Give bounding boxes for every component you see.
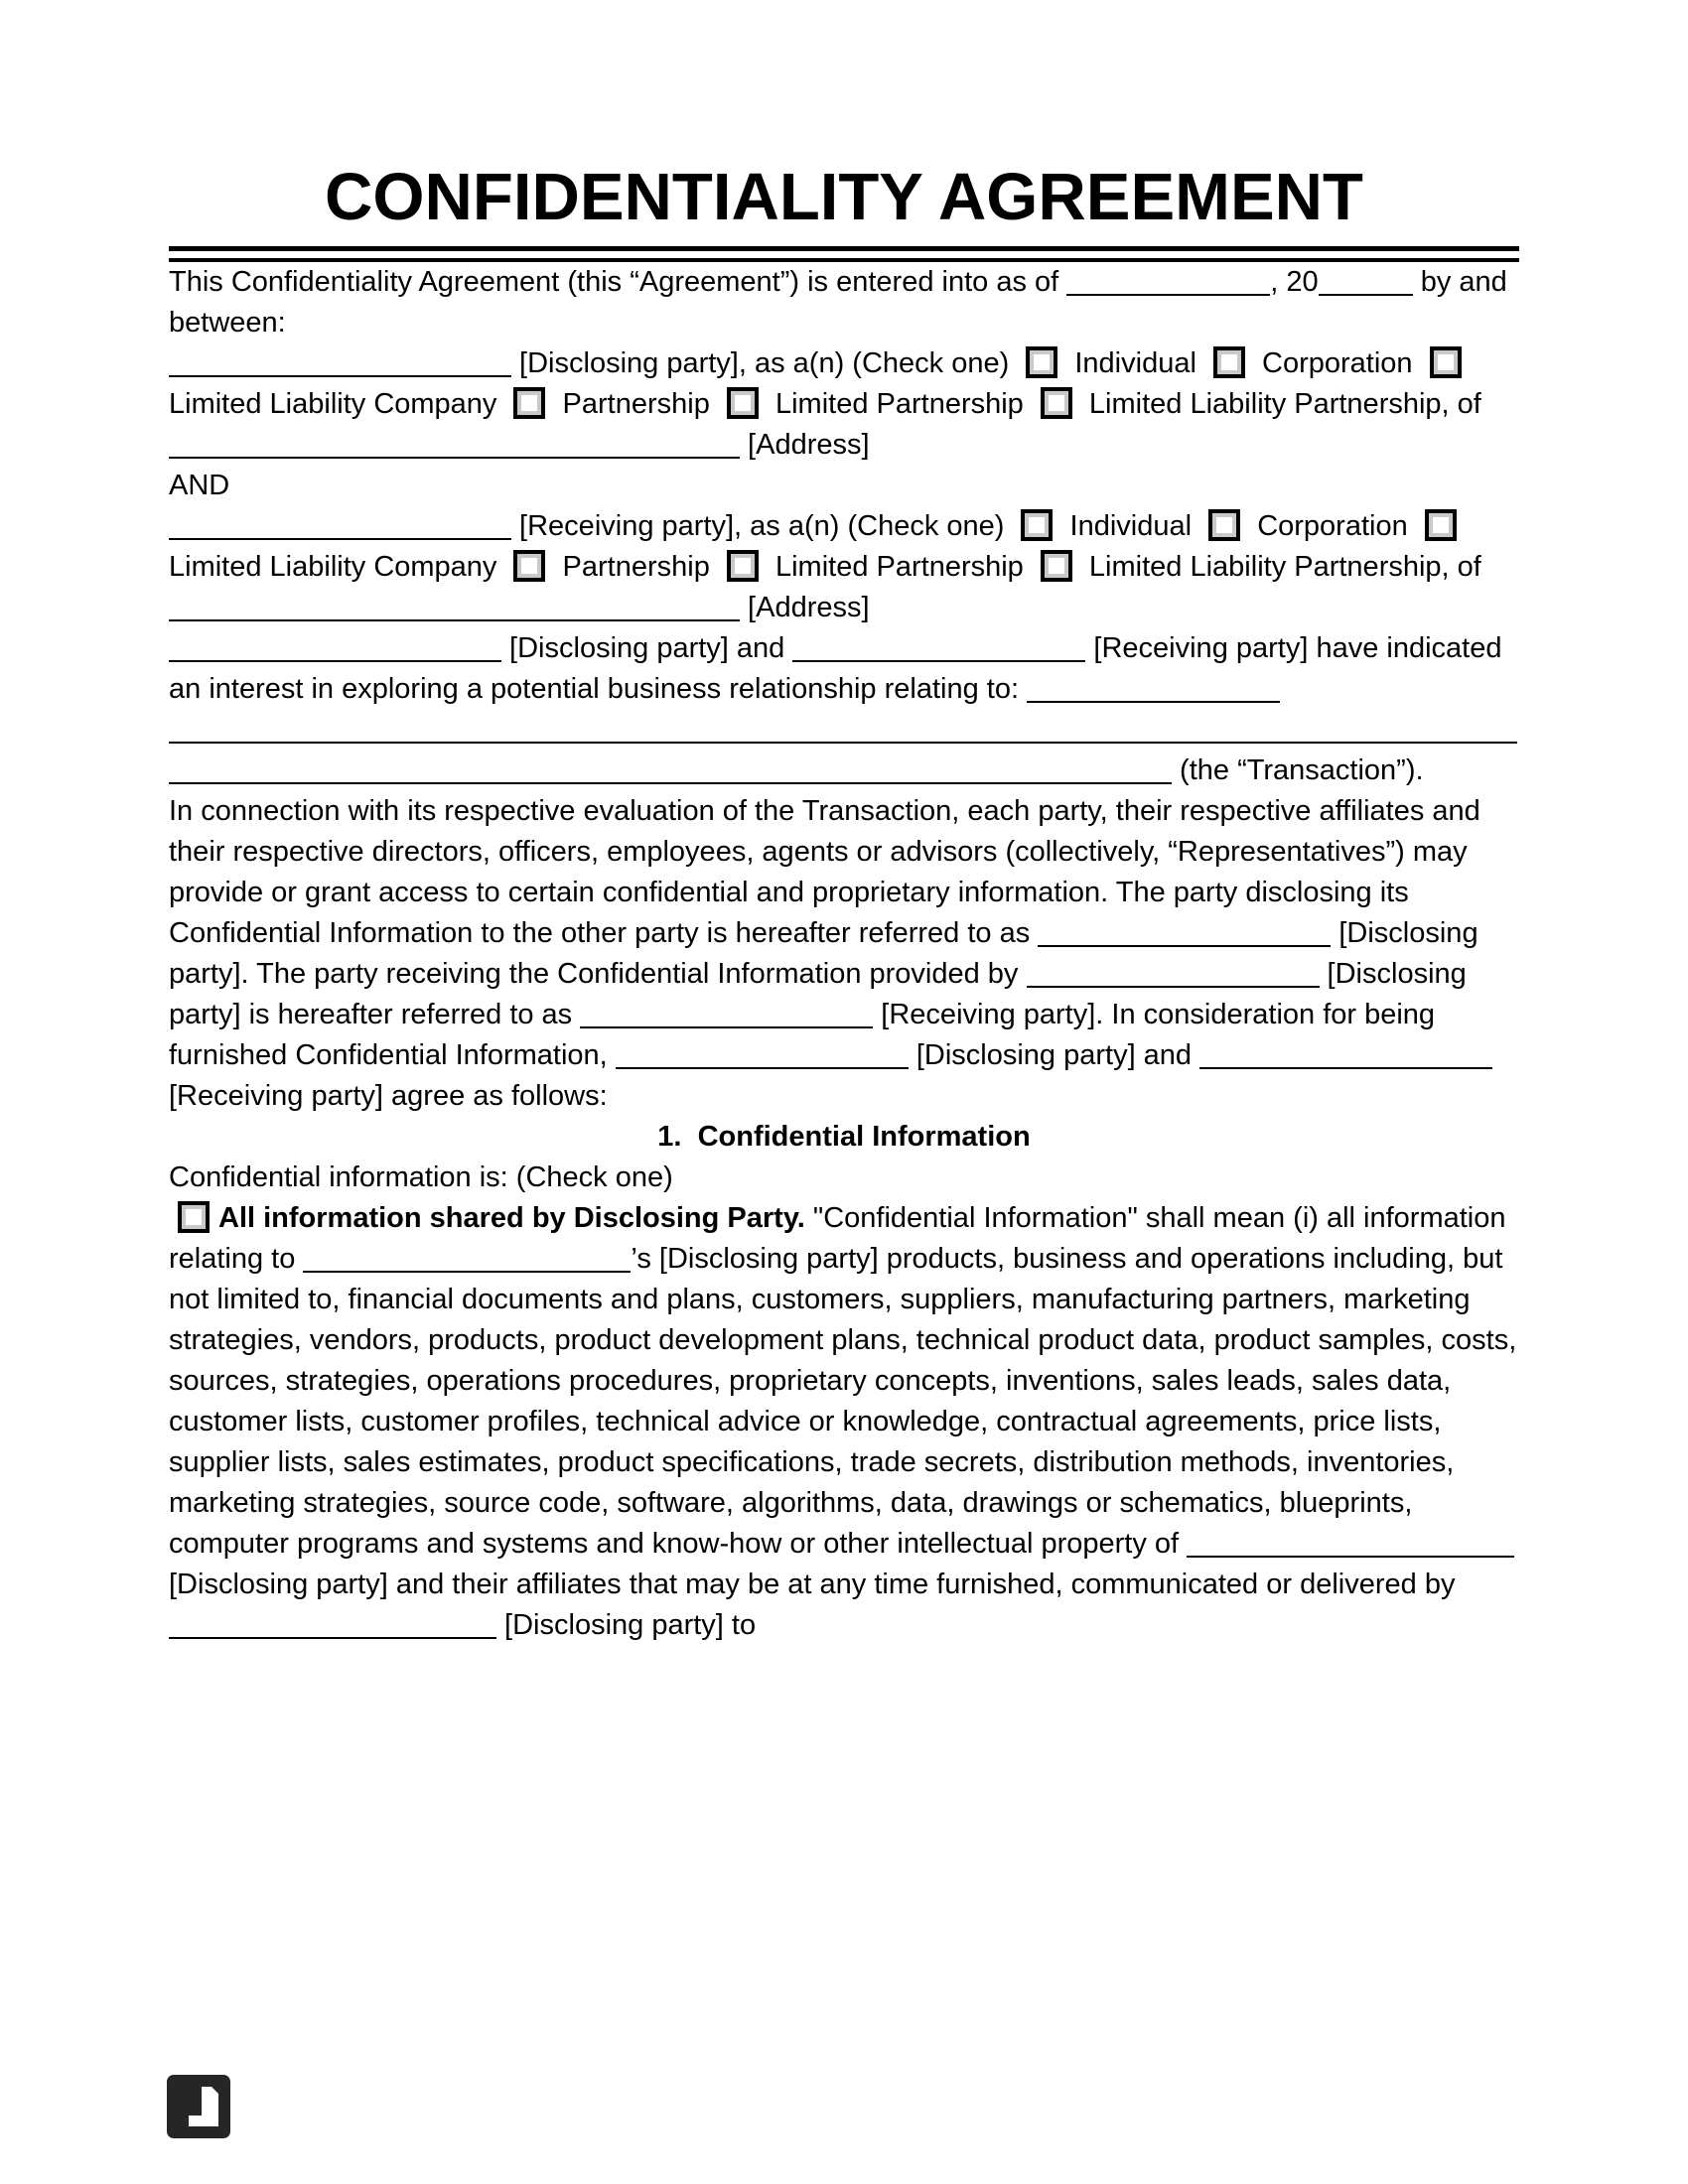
- and-separator: AND: [169, 470, 230, 501]
- text-run: Partnership: [554, 388, 718, 420]
- checkbox[interactable]: [1041, 387, 1072, 419]
- text-run: Individual: [1061, 510, 1200, 542]
- blank-fill-in-line[interactable]: [1199, 1047, 1492, 1069]
- text-run: [Disclosing party] and: [501, 632, 793, 664]
- checkbox[interactable]: [513, 387, 545, 419]
- text-run: Limited Liability Company: [169, 388, 505, 420]
- text-run: Limited Partnership: [767, 388, 1032, 420]
- checkbox[interactable]: [727, 387, 759, 419]
- checkbox[interactable]: [727, 550, 759, 582]
- blank-fill-in-line[interactable]: [303, 1251, 631, 1273]
- text-run: [Address]: [740, 592, 870, 623]
- blank-fill-in-line[interactable]: [1027, 681, 1280, 703]
- blank-fill-in-line[interactable]: [169, 600, 740, 621]
- text-run: Limited Liability Partnership, of: [1080, 551, 1481, 583]
- checkbox[interactable]: [1213, 346, 1245, 378]
- intro-paragraph: [169, 262, 1519, 343]
- blank-fill-in-line[interactable]: [169, 518, 511, 540]
- text-run: Partnership: [554, 551, 718, 583]
- text-run: Corporation: [1249, 510, 1416, 542]
- blank-fill-in-line[interactable]: [169, 640, 501, 662]
- text-run: (the “Transaction”).: [1172, 754, 1424, 786]
- blank-fill-in-line[interactable]: [1027, 966, 1320, 988]
- text-run: [Disclosing party]. The party receiving the Confidential Information provided by: [169, 917, 1478, 990]
- text-run: [Receiving party], as a(n) (Check one): [511, 510, 1013, 542]
- text-run: Individual: [1066, 347, 1204, 379]
- checkbox[interactable]: [513, 550, 545, 582]
- disclosing-party-block: [169, 343, 1519, 466]
- checkbox[interactable]: [1041, 550, 1072, 582]
- checkbox[interactable]: [1021, 509, 1053, 541]
- blank-fill-in-line[interactable]: [616, 1047, 909, 1069]
- text-run: [Receiving party] have indicated an interest in exploring a potential business relationship relating to:: [169, 632, 1502, 705]
- blank-fill-in-line[interactable]: [169, 437, 740, 459]
- text-run: This Confidentiality Agreement (this “Agreement”) is entered into as of: [169, 266, 1067, 298]
- text-run: In connection with its respective evaluation of the Transaction, each party, their respective affiliates and their respective directors, officers, employees, agents or advisors (collectively, “Representatives”) may provide or grant access to certain confidential and proprietary information. The party disclosing its Confidential Information to the other party is hereafter referred to as: [169, 795, 1480, 949]
- checkbox[interactable]: [1026, 346, 1057, 378]
- checkbox[interactable]: [1430, 346, 1462, 378]
- blank-fill-in-line[interactable]: [169, 722, 1517, 744]
- bold-text-run: All information shared by Disclosing Party.: [218, 1202, 805, 1234]
- text-run: [Disclosing party], as a(n) (Check one): [511, 347, 1018, 379]
- text-run: by and between:: [169, 266, 1507, 339]
- title-double-rule: [169, 246, 1519, 262]
- text-run: [Receiving party]. In consideration for being furnished Confidential Information,: [169, 999, 1436, 1071]
- text-run: Corporation: [1253, 347, 1421, 379]
- checkbox[interactable]: [1208, 509, 1240, 541]
- blank-fill-in-line[interactable]: [169, 355, 511, 377]
- text-run: [Disclosing party] is hereafter referred to as: [169, 958, 1467, 1030]
- text-run: [Disclosing party] and: [908, 1039, 1200, 1071]
- checkbox[interactable]: [1425, 509, 1457, 541]
- blank-fill-in-line[interactable]: [792, 640, 1085, 662]
- text-run: , 20: [1270, 266, 1319, 298]
- text-run: Limited Liability Company: [169, 551, 505, 583]
- text-run: "Confidential Information" shall mean (i) all information relating to: [169, 1202, 1506, 1275]
- text-run: [Address]: [740, 429, 870, 461]
- all-information-paragraph: [169, 1198, 1519, 1646]
- blank-fill-in-line[interactable]: [580, 1007, 873, 1028]
- connection-paragraph: [169, 791, 1519, 1117]
- relationship-paragraph: [169, 628, 1519, 791]
- legal-templates-logo-icon: [167, 2075, 230, 2138]
- text-run: Limited Liability Partnership, of: [1080, 388, 1481, 420]
- legal-templates-logo: [167, 2075, 230, 2138]
- checkbox[interactable]: [178, 1201, 210, 1233]
- text-run: [Disclosing party] and their affiliates that may be at any time furnished, communicated or delivered by: [169, 1569, 1456, 1600]
- text-run: Limited Partnership: [767, 551, 1032, 583]
- check-one-label: Confidential information is: (Check one): [169, 1161, 673, 1193]
- blank-fill-in-line[interactable]: [169, 1617, 496, 1639]
- receiving-party-block: [169, 506, 1519, 628]
- document-title: CONFIDENTIALITY AGREEMENT: [325, 160, 1363, 234]
- text-run: [Receiving party] agree as follows:: [169, 1080, 608, 1112]
- blank-fill-in-line[interactable]: [1319, 274, 1413, 296]
- blank-fill-in-line[interactable]: [169, 762, 1172, 784]
- blank-fill-in-line[interactable]: [1066, 274, 1270, 296]
- text-run: [Disclosing party] to: [496, 1609, 757, 1641]
- blank-fill-in-line[interactable]: [1038, 925, 1331, 947]
- section-1-heading: 1. Confidential Information: [657, 1121, 1031, 1153]
- blank-fill-in-line[interactable]: [1187, 1536, 1514, 1558]
- text-run: ’s [Disclosing party] products, business and operations including, but not limited to, financial documents and plans, customers, suppliers, manufacturing partners, marketing strategies, vendors, products, product development plans, technical product data, product samples, costs, sources, strategies, operations procedures, proprietary concepts, inventions, sales leads, sales data, customer lists, customer profiles, technical advice or knowledge, contractual agreements, price lists, supplier lists, sales estimates, product specifications, trade secrets, distribution methods, inventories, marketing strategies, source code, software, algorithms, data, drawings or schematics, blueprints, computer programs and systems and know-how or other intellectual property of: [169, 1243, 1517, 1560]
